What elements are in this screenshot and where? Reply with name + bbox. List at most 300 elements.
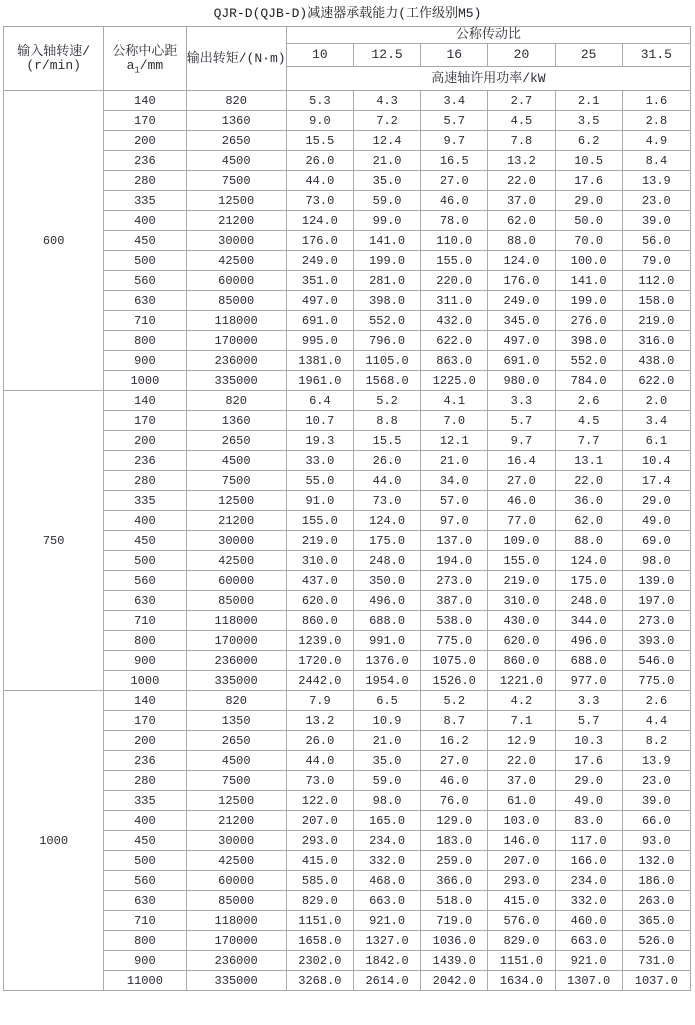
center-distance-cell: 500 xyxy=(104,551,186,571)
center-distance-cell: 710 xyxy=(104,311,186,331)
power-cell: 259.0 xyxy=(421,851,488,871)
power-cell: 344.0 xyxy=(555,611,622,631)
power-cell: 1720.0 xyxy=(286,651,353,671)
power-cell: 21.0 xyxy=(421,451,488,471)
table-row xyxy=(4,391,691,411)
power-cell: 99.0 xyxy=(353,211,420,231)
power-cell: 1327.0 xyxy=(353,931,420,951)
power-cell: 351.0 xyxy=(286,271,353,291)
power-cell: 1075.0 xyxy=(421,651,488,671)
center-distance-cell: 400 xyxy=(104,211,186,231)
power-cell: 207.0 xyxy=(286,811,353,831)
output-torque-cell: 820 xyxy=(186,691,286,711)
table-row xyxy=(4,831,691,851)
power-cell: 199.0 xyxy=(555,291,622,311)
center-distance-cell: 560 xyxy=(104,871,186,891)
center-distance-cell: 450 xyxy=(104,531,186,551)
output-torque-cell: 60000 xyxy=(186,871,286,891)
center-distance-cell: 335 xyxy=(104,791,186,811)
power-cell: 1376.0 xyxy=(353,651,420,671)
power-cell: 44.0 xyxy=(286,751,353,771)
power-cell: 22.0 xyxy=(488,171,555,191)
power-cell: 165.0 xyxy=(353,811,420,831)
power-cell: 73.0 xyxy=(353,491,420,511)
power-cell: 88.0 xyxy=(488,231,555,251)
power-cell: 263.0 xyxy=(622,891,690,911)
power-cell: 176.0 xyxy=(286,231,353,251)
power-cell: 155.0 xyxy=(488,551,555,571)
power-cell: 17.4 xyxy=(622,471,690,491)
power-cell: 129.0 xyxy=(421,811,488,831)
power-cell: 57.0 xyxy=(421,491,488,511)
power-cell: 91.0 xyxy=(286,491,353,511)
power-cell: 88.0 xyxy=(555,531,622,551)
power-cell: 110.0 xyxy=(421,231,488,251)
table-row xyxy=(4,631,691,651)
center-distance-cell: 280 xyxy=(104,771,186,791)
power-cell: 5.2 xyxy=(421,691,488,711)
power-cell: 44.0 xyxy=(353,471,420,491)
power-cell: 2.8 xyxy=(622,111,690,131)
power-cell: 3268.0 xyxy=(286,971,353,991)
power-cell: 496.0 xyxy=(353,591,420,611)
power-cell: 16.4 xyxy=(488,451,555,471)
output-torque-header: 输出转矩/(N·m) xyxy=(186,27,286,91)
power-cell: 61.0 xyxy=(488,791,555,811)
power-cell: 124.0 xyxy=(488,251,555,271)
power-cell: 497.0 xyxy=(286,291,353,311)
ratio-header-31-5: 31.5 xyxy=(622,44,690,67)
center-distance-cell: 710 xyxy=(104,911,186,931)
power-cell: 6.5 xyxy=(353,691,420,711)
power-cell: 234.0 xyxy=(353,831,420,851)
power-cell: 122.0 xyxy=(286,791,353,811)
power-cell: 26.0 xyxy=(286,151,353,171)
power-cell: 9.7 xyxy=(488,431,555,451)
power-cell: 16.2 xyxy=(421,731,488,751)
power-cell: 1036.0 xyxy=(421,931,488,951)
table-row xyxy=(4,91,691,111)
power-cell: 46.0 xyxy=(421,771,488,791)
table-row xyxy=(4,671,691,691)
power-cell: 2.6 xyxy=(622,691,690,711)
power-cell: 10.3 xyxy=(555,731,622,751)
center-distance-cell: 170 xyxy=(104,411,186,431)
table-row xyxy=(4,971,691,991)
power-cell: 10.5 xyxy=(555,151,622,171)
power-cell: 345.0 xyxy=(488,311,555,331)
power-cell: 1526.0 xyxy=(421,671,488,691)
power-cell: 437.0 xyxy=(286,571,353,591)
power-cell: 4.5 xyxy=(488,111,555,131)
output-torque-cell: 30000 xyxy=(186,231,286,251)
power-cell: 293.0 xyxy=(286,831,353,851)
power-cell: 366.0 xyxy=(421,871,488,891)
power-cell: 141.0 xyxy=(555,271,622,291)
center-distance-cell: 170 xyxy=(104,711,186,731)
ratio-header-25: 25 xyxy=(555,44,622,67)
power-cell: 1151.0 xyxy=(286,911,353,931)
power-cell: 10.7 xyxy=(286,411,353,431)
power-cell: 12.9 xyxy=(488,731,555,751)
power-cell: 688.0 xyxy=(353,611,420,631)
power-cell: 415.0 xyxy=(488,891,555,911)
power-cell: 23.0 xyxy=(622,191,690,211)
power-cell: 1658.0 xyxy=(286,931,353,951)
table-row xyxy=(4,131,691,151)
power-cell: 37.0 xyxy=(488,191,555,211)
power-cell: 8.2 xyxy=(622,731,690,751)
table-row xyxy=(4,591,691,611)
ratio-header-12-5: 12.5 xyxy=(353,44,420,67)
power-cell: 34.0 xyxy=(421,471,488,491)
power-cell: 124.0 xyxy=(353,511,420,531)
power-cell: 158.0 xyxy=(622,291,690,311)
power-cell: 186.0 xyxy=(622,871,690,891)
power-cell: 98.0 xyxy=(353,791,420,811)
table-row xyxy=(4,451,691,471)
output-torque-cell: 12500 xyxy=(186,191,286,211)
power-cell: 921.0 xyxy=(555,951,622,971)
output-torque-cell: 820 xyxy=(186,91,286,111)
power-cell: 26.0 xyxy=(353,451,420,471)
center-distance-cell: 280 xyxy=(104,471,186,491)
output-torque-cell: 85000 xyxy=(186,891,286,911)
power-cell: 393.0 xyxy=(622,631,690,651)
power-cell: 27.0 xyxy=(421,171,488,191)
power-cell: 6.2 xyxy=(555,131,622,151)
power-cell: 29.0 xyxy=(555,771,622,791)
power-cell: 552.0 xyxy=(555,351,622,371)
output-torque-cell: 335000 xyxy=(186,371,286,391)
ratio-group-header: 公称传动比 xyxy=(286,27,690,44)
power-cell: 46.0 xyxy=(421,191,488,211)
power-cell: 219.0 xyxy=(488,571,555,591)
power-cell: 691.0 xyxy=(286,311,353,331)
table-row xyxy=(4,911,691,931)
table-row xyxy=(4,771,691,791)
output-torque-cell: 42500 xyxy=(186,851,286,871)
power-cell: 1221.0 xyxy=(488,671,555,691)
power-cell: 59.0 xyxy=(353,191,420,211)
power-cell: 829.0 xyxy=(488,931,555,951)
power-cell: 468.0 xyxy=(353,871,420,891)
output-torque-cell: 4500 xyxy=(186,451,286,471)
output-torque-cell: 2650 xyxy=(186,131,286,151)
center-distance-cell: 11000 xyxy=(104,971,186,991)
table-row xyxy=(4,111,691,131)
output-torque-cell: 118000 xyxy=(186,311,286,331)
power-cell: 5.7 xyxy=(555,711,622,731)
table-row xyxy=(4,731,691,751)
power-cell: 12.1 xyxy=(421,431,488,451)
power-cell: 22.0 xyxy=(555,471,622,491)
power-cell: 77.0 xyxy=(488,511,555,531)
power-cell: 3.4 xyxy=(421,91,488,111)
power-cell: 17.6 xyxy=(555,751,622,771)
power-cell: 13.2 xyxy=(488,151,555,171)
power-cell: 273.0 xyxy=(622,611,690,631)
power-cell: 1954.0 xyxy=(353,671,420,691)
table-row xyxy=(4,691,691,711)
power-cell: 98.0 xyxy=(622,551,690,571)
output-torque-cell: 2650 xyxy=(186,431,286,451)
center-distance-cell: 800 xyxy=(104,631,186,651)
power-cell: 35.0 xyxy=(353,171,420,191)
power-cell: 9.0 xyxy=(286,111,353,131)
power-cell: 70.0 xyxy=(555,231,622,251)
power-cell: 980.0 xyxy=(488,371,555,391)
center-distance-cell: 1000 xyxy=(104,671,186,691)
input-speed-header-line1: 输入轴转速/ xyxy=(17,43,91,59)
ratio-header-20: 20 xyxy=(488,44,555,67)
power-cell: 219.0 xyxy=(286,531,353,551)
power-cell: 281.0 xyxy=(353,271,420,291)
power-cell: 921.0 xyxy=(353,911,420,931)
power-cell: 39.0 xyxy=(622,791,690,811)
power-cell: 991.0 xyxy=(353,631,420,651)
power-cell: 8.4 xyxy=(622,151,690,171)
power-cell: 552.0 xyxy=(353,311,420,331)
power-cell: 69.0 xyxy=(622,531,690,551)
output-torque-cell: 236000 xyxy=(186,951,286,971)
power-cell: 7.0 xyxy=(421,411,488,431)
power-cell: 497.0 xyxy=(488,331,555,351)
power-cell: 438.0 xyxy=(622,351,690,371)
center-distance-cell: 630 xyxy=(104,591,186,611)
power-cell: 4.2 xyxy=(488,691,555,711)
power-cell: 21.0 xyxy=(353,731,420,751)
power-cell: 76.0 xyxy=(421,791,488,811)
output-torque-cell: 236000 xyxy=(186,651,286,671)
power-cell: 796.0 xyxy=(353,331,420,351)
power-cell: 137.0 xyxy=(421,531,488,551)
center-distance-cell: 170 xyxy=(104,111,186,131)
output-torque-cell: 170000 xyxy=(186,631,286,651)
power-cell: 194.0 xyxy=(421,551,488,571)
center-distance-cell: 560 xyxy=(104,571,186,591)
power-cell: 29.0 xyxy=(555,191,622,211)
output-torque-cell: 236000 xyxy=(186,351,286,371)
power-cell: 3.4 xyxy=(622,411,690,431)
power-cell: 49.0 xyxy=(555,791,622,811)
table-row xyxy=(4,211,691,231)
power-cell: 432.0 xyxy=(421,311,488,331)
power-cell: 460.0 xyxy=(555,911,622,931)
power-cell: 316.0 xyxy=(622,331,690,351)
output-torque-cell: 1350 xyxy=(186,711,286,731)
power-cell: 6.1 xyxy=(622,431,690,451)
center-distance-cell: 400 xyxy=(104,511,186,531)
table-row xyxy=(4,171,691,191)
power-cell: 248.0 xyxy=(353,551,420,571)
power-cell: 365.0 xyxy=(622,911,690,931)
table-row xyxy=(4,931,691,951)
center-distance-cell: 140 xyxy=(104,391,186,411)
power-cell: 4.4 xyxy=(622,711,690,731)
table-row xyxy=(4,411,691,431)
power-cell: 719.0 xyxy=(421,911,488,931)
power-cell: 585.0 xyxy=(286,871,353,891)
power-cell: 27.0 xyxy=(488,471,555,491)
power-header: 高速轴许用功率/kW xyxy=(286,67,690,91)
power-cell: 1151.0 xyxy=(488,951,555,971)
center-distance-cell: 710 xyxy=(104,611,186,631)
output-torque-cell: 1360 xyxy=(186,111,286,131)
power-cell: 775.0 xyxy=(622,671,690,691)
table-row xyxy=(4,331,691,351)
power-cell: 112.0 xyxy=(622,271,690,291)
power-cell: 199.0 xyxy=(353,251,420,271)
power-cell: 977.0 xyxy=(555,671,622,691)
power-cell: 688.0 xyxy=(555,651,622,671)
table-row xyxy=(4,271,691,291)
table-row xyxy=(4,791,691,811)
center-distance-cell: 500 xyxy=(104,851,186,871)
power-cell: 2302.0 xyxy=(286,951,353,971)
power-cell: 293.0 xyxy=(488,871,555,891)
power-cell: 526.0 xyxy=(622,931,690,951)
center-distance-cell: 900 xyxy=(104,351,186,371)
table-row xyxy=(4,471,691,491)
power-cell: 55.0 xyxy=(286,471,353,491)
power-cell: 2442.0 xyxy=(286,671,353,691)
center-distance-cell: 400 xyxy=(104,811,186,831)
power-cell: 784.0 xyxy=(555,371,622,391)
power-cell: 33.0 xyxy=(286,451,353,471)
power-cell: 2.0 xyxy=(622,391,690,411)
power-cell: 197.0 xyxy=(622,591,690,611)
power-cell: 2.1 xyxy=(555,91,622,111)
output-torque-cell: 1360 xyxy=(186,411,286,431)
input-speed-cell: 1000 xyxy=(4,691,104,991)
power-cell: 22.0 xyxy=(488,751,555,771)
power-cell: 62.0 xyxy=(488,211,555,231)
power-cell: 139.0 xyxy=(622,571,690,591)
center-distance-cell: 280 xyxy=(104,171,186,191)
output-torque-cell: 118000 xyxy=(186,911,286,931)
power-cell: 59.0 xyxy=(353,771,420,791)
power-cell: 7.2 xyxy=(353,111,420,131)
table-row xyxy=(4,291,691,311)
power-cell: 398.0 xyxy=(353,291,420,311)
table-row xyxy=(4,251,691,271)
power-cell: 4.3 xyxy=(353,91,420,111)
power-cell: 219.0 xyxy=(622,311,690,331)
power-cell: 220.0 xyxy=(421,271,488,291)
power-cell: 46.0 xyxy=(488,491,555,511)
power-cell: 175.0 xyxy=(353,531,420,551)
power-cell: 166.0 xyxy=(555,851,622,871)
power-cell: 176.0 xyxy=(488,271,555,291)
power-cell: 26.0 xyxy=(286,731,353,751)
power-cell: 1105.0 xyxy=(353,351,420,371)
output-torque-cell: 2650 xyxy=(186,731,286,751)
center-distance-cell: 335 xyxy=(104,191,186,211)
power-cell: 23.0 xyxy=(622,771,690,791)
table-row xyxy=(4,811,691,831)
center-distance-header-symbol: $a_1/mm$ xyxy=(126,57,164,76)
power-cell: 775.0 xyxy=(421,631,488,651)
center-distance-cell: 800 xyxy=(104,931,186,951)
power-cell: 8.7 xyxy=(421,711,488,731)
center-distance-header xyxy=(104,27,186,91)
center-distance-cell: 140 xyxy=(104,691,186,711)
power-cell: 13.9 xyxy=(622,751,690,771)
power-cell: 44.0 xyxy=(286,171,353,191)
power-cell: 622.0 xyxy=(421,331,488,351)
power-cell: 10.9 xyxy=(353,711,420,731)
center-distance-cell: 1000 xyxy=(104,371,186,391)
power-cell: 1225.0 xyxy=(421,371,488,391)
center-distance-cell: 630 xyxy=(104,891,186,911)
power-cell: 863.0 xyxy=(421,351,488,371)
output-torque-cell: 12500 xyxy=(186,491,286,511)
output-torque-cell: 60000 xyxy=(186,271,286,291)
output-torque-cell: 820 xyxy=(186,391,286,411)
output-torque-cell: 335000 xyxy=(186,971,286,991)
power-cell: 146.0 xyxy=(488,831,555,851)
power-cell: 538.0 xyxy=(421,611,488,631)
power-cell: 3.3 xyxy=(555,691,622,711)
output-torque-cell: 42500 xyxy=(186,551,286,571)
table-row xyxy=(4,851,691,871)
power-cell: 73.0 xyxy=(286,191,353,211)
center-distance-cell: 560 xyxy=(104,271,186,291)
power-cell: 620.0 xyxy=(488,631,555,651)
output-torque-cell: 7500 xyxy=(186,771,286,791)
table-row xyxy=(4,151,691,171)
table-row xyxy=(4,371,691,391)
power-cell: 117.0 xyxy=(555,831,622,851)
power-cell: 3.3 xyxy=(488,391,555,411)
power-cell: 62.0 xyxy=(555,511,622,531)
power-cell: 622.0 xyxy=(622,371,690,391)
power-cell: 5.3 xyxy=(286,91,353,111)
power-cell: 731.0 xyxy=(622,951,690,971)
output-torque-cell: 170000 xyxy=(186,931,286,951)
power-cell: 663.0 xyxy=(555,931,622,951)
ratio-header-16: 16 xyxy=(421,44,488,67)
output-torque-cell: 60000 xyxy=(186,571,286,591)
power-cell: 7.1 xyxy=(488,711,555,731)
power-cell: 7.9 xyxy=(286,691,353,711)
power-cell: 620.0 xyxy=(286,591,353,611)
output-torque-cell: 335000 xyxy=(186,671,286,691)
power-cell: 100.0 xyxy=(555,251,622,271)
ratio-header-10: 10 xyxy=(286,44,353,67)
power-cell: 155.0 xyxy=(286,511,353,531)
table-row xyxy=(4,191,691,211)
power-cell: 518.0 xyxy=(421,891,488,911)
power-cell: 1439.0 xyxy=(421,951,488,971)
table-row xyxy=(4,311,691,331)
table-body xyxy=(4,91,691,991)
power-cell: 546.0 xyxy=(622,651,690,671)
power-cell: 29.0 xyxy=(622,491,690,511)
output-torque-cell: 30000 xyxy=(186,531,286,551)
power-cell: 2.6 xyxy=(555,391,622,411)
power-cell: 1634.0 xyxy=(488,971,555,991)
output-torque-cell: 21200 xyxy=(186,511,286,531)
power-cell: 8.8 xyxy=(353,411,420,431)
output-torque-cell: 85000 xyxy=(186,591,286,611)
power-cell: 1842.0 xyxy=(353,951,420,971)
power-cell: 132.0 xyxy=(622,851,690,871)
power-cell: 1961.0 xyxy=(286,371,353,391)
power-cell: 35.0 xyxy=(353,751,420,771)
input-speed-cell: 750 xyxy=(4,391,104,691)
